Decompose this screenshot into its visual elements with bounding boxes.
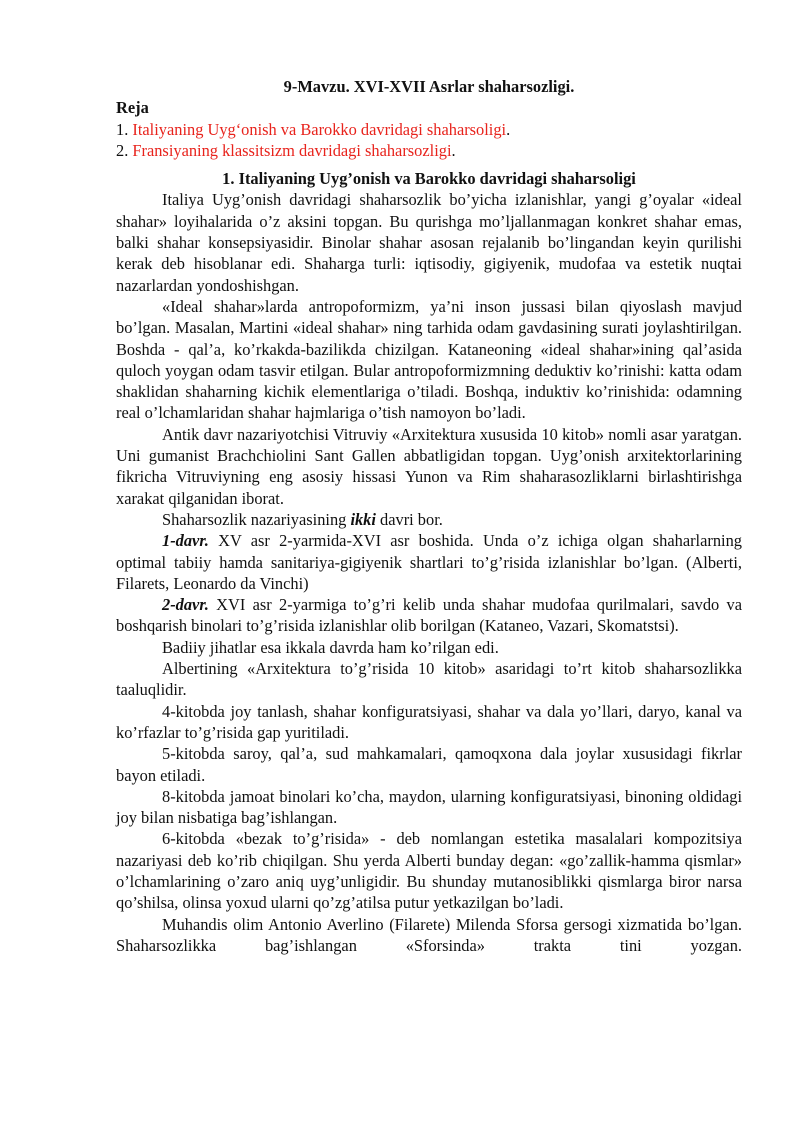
- paragraph: [116, 594, 742, 637]
- paragraph: Italiya Uyg’onish davridagi shaharsozlik bo’yicha izlanishlar, yangi g’oyalar «ideal shahar» loyihalarida o’z aksini topgan. Bu qurishga mo’ljallanmagan konkret shahar emas, balki shahar konsepsiyasidir. Binolar shahar asosan rejalanib bo’lingandan keyin qurilishi kerak deb hisoblanar edi. Shaharga turli: iqtisodiy, gigiyenik, mudofaa va estetik nuqtai nazarlardan yondoshishgan.: [116, 190, 742, 295]
- plan-item-end: .: [451, 140, 456, 160]
- plan-heading: Reja: [116, 98, 149, 118]
- section-heading: 1. Italiyaning Uyg’onish va Barokko davridagi shaharsoligi: [222, 169, 636, 189]
- paragraph: Muhandis olim Antonio Averlino (Filarete) Milenda Sforsa gersogi xizmatida bo’lgan. Shaharsozlikka bag’ishlangan «Sforsinda» trakta tini yozgan.: [116, 914, 742, 955]
- plan-item-end: .: [506, 119, 511, 139]
- paragraph: 4-kitobda joy tanlash, shahar konfiguratsiyasi, shahar va dala yo’llari, daryo, kanal va ko’rfazlar to’g’risida gap yuritiladi.: [116, 701, 742, 742]
- paragraph: Albertining «Arxitektura to’g’risida 10 kitob» asaridagi to’rt kitob shaharsozlikka taaluqlidir.: [116, 659, 742, 700]
- paragraph: 6-kitobda «bezak to’g’risida» - deb nomlangan estetika masalalari kompozitsiya nazariyasi deb ko’rib chiqilgan. Shu yerda Alberti bunday degan: «go’zallik-hamma qismlar» o’lchamlarining o’zaro aniq uyg’unligidir. Bu shunday mutanosiblikki qismlarga biror narsa qo’shilsa, olinsa yoxud ularni qo’zg’atilsa putur yetkazilgan bo’ladi.: [116, 829, 742, 913]
- paragraph: 5-kitobda saroy, qal’a, sud mahkamalari, qamoqxona dala joylar xususidagi fikrlar bayon etiladi.: [116, 744, 742, 785]
- paragraph-text: XV asr 2-yarmida-XVI asr boshida. Unda o’z ichiga olgan shaharlarning optimal tabiiy hamda sanitariya-gigiyenik shartlari to’g’risida izlanishlar bo’lgan. (Alberti, Filarets, Leonardo da Vinchi): [116, 531, 742, 593]
- paragraph: [116, 530, 742, 594]
- plan-item-2: [116, 140, 742, 161]
- document-page: [116, 76, 742, 956]
- paragraph: Antik davr nazariyotchisi Vitruviy «Arxitektura xususida 10 kitob» nomli asar yaratgan. Uni gumanist Brachchiolini Sant Gallen abbatligidan topgan. Uyg’onish arxitektorlarining fikricha Vitruviyning eng asosiy hissasi Yunon va Rim shaharasozliklarni birlashtirishga xarakat qilganidan iborat.: [116, 424, 742, 508]
- period-label: 1-davr.: [162, 531, 209, 551]
- plan-item-number: 1.: [116, 119, 133, 139]
- paragraph-text: Shaharsozlik nazariyasining: [162, 509, 351, 529]
- paragraph: Badiiy jihatlar esa ikkala davrda ham ko’rilgan edi.: [162, 637, 499, 657]
- plan-item-link[interactable]: Italiyaning Uyg‘onish va Barokko davridagi shaharsoligi: [132, 119, 507, 139]
- document-title: 9-Mavzu. XVI-XVII Asrlar shaharsozligi.: [283, 77, 575, 96]
- period-label: 2-davr.: [162, 595, 209, 615]
- paragraph-text: davri bor.: [375, 509, 443, 529]
- paragraph: [116, 509, 742, 530]
- plan-item-1: [116, 119, 742, 140]
- paragraph: «Ideal shahar»larda antropoformizm, ya’ni inson jussasi bilan qiyoslash mavjud bo’lgan. Masalan, Martini «ideal shahar» ning tarhida odam gavdasining surati joylashtirilgan. Boshda - qal’a, ko’rkakda-bazilikda chizilgan. Kataneoning «ideal shahar»ining qal’asida quloch yoygan odam tasvir etilgan. Bular antropoformizmning deduktiv ko’rinishi: katta odam shaklidan shaharning kichik elementlariga o’tiladi. Boshqa, induktiv ko’rinishida: odamning real o’lchamlaridan shahar hajmlariga o’tish namoyon bo’ladi.: [116, 296, 742, 423]
- emphasis-text: ikki: [350, 509, 376, 529]
- plan-item-number: 2.: [116, 140, 133, 160]
- plan-item-link[interactable]: Fransiyaning klassitsizm davridagi shaharsozligi: [132, 140, 452, 160]
- paragraph: 8-kitobda jamoat binolari ko’cha, maydon, ularning konfiguratsiyasi, binoning oldidagi joy bilan nisbatiga bag’ishlangan.: [116, 786, 742, 828]
- paragraph-text: XVI asr 2-yarmiga to’g’ri kelib unda shahar mudofaa qurilmalari, savdo va boshqarish binolari to’g’risida izlanishlar olib borilgan (Kataneo, Vazari, Skomatstsi).: [116, 595, 742, 636]
